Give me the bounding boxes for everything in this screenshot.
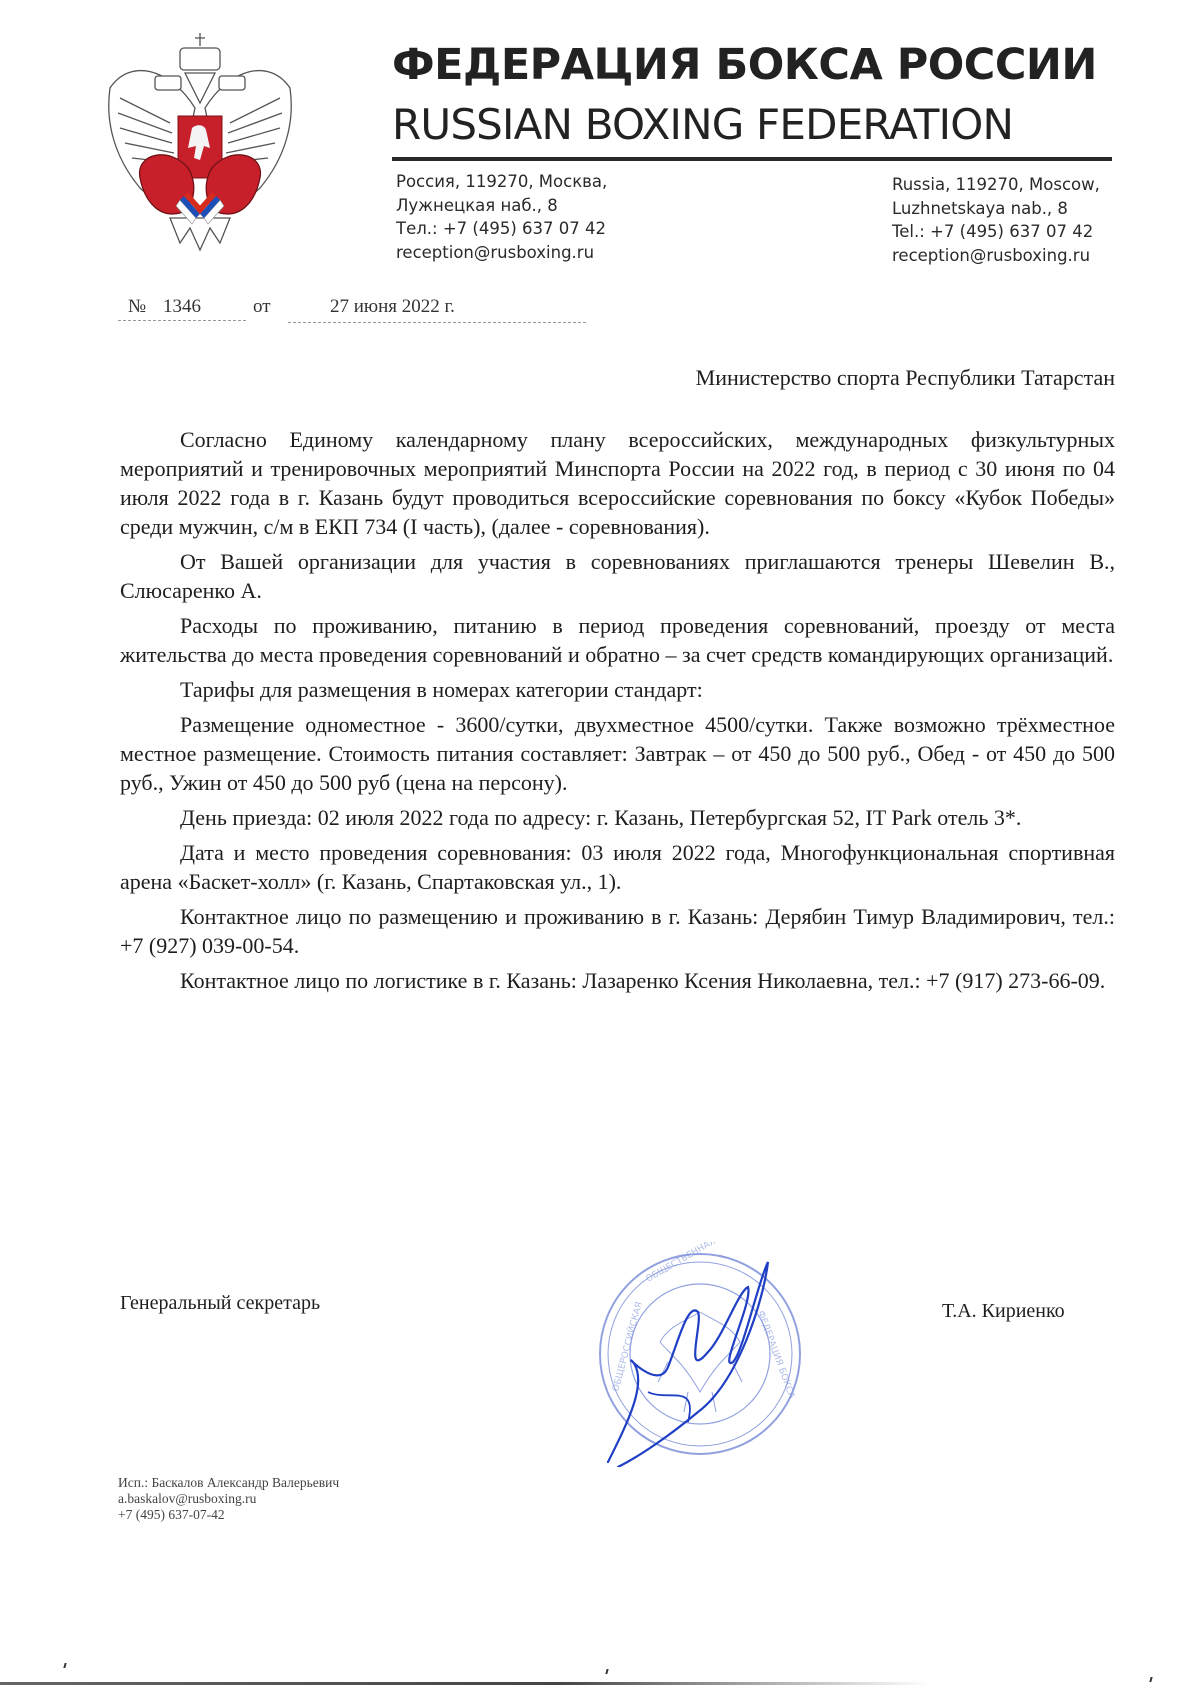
paragraph: Контактное лицо по логистике в г. Казань: Лазаренко Ксения Николаевна, тел.: +7 (917) 273-66-09. — [180, 968, 1106, 993]
federation-logo-icon — [100, 28, 300, 258]
address-ru — [396, 170, 607, 264]
header-divider — [392, 157, 1112, 161]
paragraph: Расходы по проживанию, питанию в период проведения соревнований, проезду от места жительства до места проведения соревнований и обратно – за счет средств командирующих организаций. — [120, 613, 1115, 667]
svg-text:ФЕДЕРАЦИЯ БОКСА: ФЕДЕРАЦИЯ БОКСА — [755, 1309, 797, 1401]
address-ru-phone: Тел.: +7 (495) 637 07 42 — [396, 219, 606, 238]
address-en-line: Luzhnetskaya nab., 8 — [892, 198, 1068, 218]
scan-speck — [605, 1669, 608, 1674]
svg-text:ОБЩЕРОССИЙСКАЯ: ОБЩЕРОССИЙСКАЯ — [611, 1300, 645, 1393]
letter-body — [120, 425, 1115, 1001]
scan-speck — [63, 1663, 66, 1668]
signatory-title: Генеральный секретарь — [120, 1292, 321, 1314]
address-ru-line: Лужнецкая наб., 8 — [396, 195, 558, 215]
address-en-phone: Tel.: +7 (495) 637 07 42 — [892, 222, 1094, 241]
paragraph: Размещение одноместное - 3600/сутки, двухместное 4500/сутки. Также возможно трёхместное местное размещение. Стоимость питания составляет: Завтрак – от 450 до 500 руб., Обед - от 450 до 500 руб., Ужин от 450 до 500 руб (цена на персону). — [120, 712, 1115, 795]
address-ru-line: Россия, 119270, Москва, — [396, 172, 608, 191]
paragraph: Согласно Единому календарному плану всероссийских, международных физкультурных мероприятий и тренировочных мероприятий Минспорта России на 2022 год, в период с 30 июня по 04 июля 2022 года в г. Казань будут проводиться всероссийские соревнования по боксу «Кубок Победы» среди мужчин, с/м в ЕКП 734 (I часть), (далее - соревнования). — [120, 427, 1115, 539]
address-ru-email: reception@rusboxing.ru — [396, 242, 595, 262]
org-name-ru: ФЕДЕРАЦИЯ БОКСА РОССИИ — [392, 40, 1097, 90]
address-en — [892, 173, 1100, 267]
number-label: № — [128, 296, 147, 317]
paragraph: Контактное лицо по размещению и проживанию в г. Казань: Дерябин Тимур Владимирович, тел.: +7 (927) 039-00-54. — [120, 904, 1115, 958]
paragraph: От Вашей организации для участия в соревнованиях приглашаются тренеры Шевелин В., Слюсаренко А. — [120, 549, 1115, 603]
org-name-en: RUSSIAN BOXING FEDERATION — [392, 100, 1014, 149]
executor-phone: +7 (495) 637-07-42 — [118, 1507, 225, 1522]
registration-date: 27 июня 2022 г. — [330, 296, 455, 317]
seal-stamp-icon — [588, 1242, 818, 1467]
number-underline — [118, 320, 246, 321]
address-en-email: reception@rusboxing.ru — [892, 245, 1091, 265]
date-underline — [288, 322, 586, 323]
signatory-name: Т.А. Кириенко — [942, 1300, 1065, 1322]
executor-info — [118, 1475, 339, 1523]
address-en-line: Russia, 119270, Moscow, — [892, 175, 1100, 194]
addressee: Министерство спорта Республики Татарстан — [695, 365, 1115, 390]
paragraph: День приезда: 02 июля 2022 года по адресу: г. Казань, Петербургская 52, IT Park отель 3*. — [180, 805, 1022, 830]
executor-email: a.baskalov@rusboxing.ru — [118, 1491, 257, 1506]
date-label: от — [253, 296, 271, 317]
page-bottom-edge — [0, 1682, 930, 1685]
paragraph: Тарифы для размещения в номерах категории стандарт: — [180, 677, 703, 702]
svg-text:ОБЩЕСТВЕННАЯ ОРГАНИЗАЦИЯ: ОБЩЕСТВЕННАЯ ОРГАНИЗАЦИЯ — [644, 1242, 781, 1285]
scan-speck — [1149, 1677, 1152, 1682]
registration-number: 1346 — [163, 296, 201, 317]
executor-name: Исп.: Баскалов Александр Валерьевич — [118, 1475, 340, 1490]
paragraph: Дата и место проведения соревнования: 03 июля 2022 года, Многофункциональная спортивная арена «Баскет-холл» (г. Казань, Спартаковская ул., 1). — [120, 840, 1115, 894]
